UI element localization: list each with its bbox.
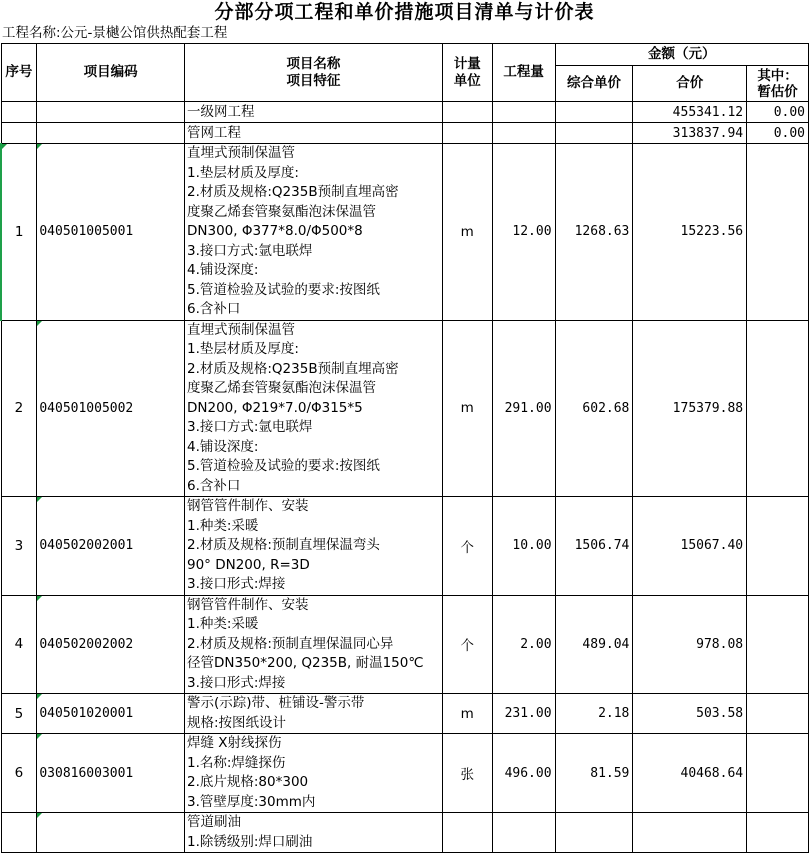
quantity-cell <box>492 813 555 853</box>
description-line: 2.材质及规格:预制直埋保温同心异 <box>187 635 394 652</box>
unit-price-cell <box>555 102 633 123</box>
seq-cell: 4 <box>1 595 37 694</box>
seq-cell: 3 <box>1 497 37 596</box>
table-row <box>1 734 809 813</box>
project-name-line: 工程名称:公元-景樾公馆供热配套工程 <box>2 25 228 41</box>
description-line: 3.接口方式:氩电联焊 <box>187 242 313 259</box>
table-row <box>1 144 809 321</box>
description-line: 规格:按图纸设计 <box>187 714 287 731</box>
provisional-cell <box>747 497 809 596</box>
provisional-cell: 0.00 <box>747 123 809 144</box>
code-cell: 040501005002 <box>37 320 185 497</box>
description-cell <box>185 813 443 853</box>
description-line: 1.名称:焊缝探伤 <box>187 754 286 771</box>
summary-row <box>1 123 809 144</box>
bill-of-quantities-table <box>0 43 809 853</box>
description-line: 5.管道检验及试验的要求:按图纸 <box>187 281 380 298</box>
unit-price-cell: 489.04 <box>555 595 633 694</box>
description-line: 3.接口方式:氩电联焊 <box>187 419 313 435</box>
description-cell <box>185 320 443 497</box>
header-name: 项目名称 项目特征 <box>185 44 443 102</box>
header-unit: 计量 单位 <box>442 44 492 102</box>
total-cell: 503.58 <box>633 694 747 734</box>
unit-price-cell <box>555 123 633 144</box>
code-cell: 040501005001 <box>37 144 185 321</box>
description-line: 警示(示踪)带、桩铺设-警示带 <box>187 695 365 711</box>
description-line: 1.种类:采暖 <box>187 616 259 632</box>
total-cell: 40468.64 <box>633 734 747 813</box>
description-line: 5.管道检验及试验的要求:按图纸 <box>187 458 380 474</box>
seq-cell: 5 <box>1 694 37 734</box>
unit-cell: 个 <box>442 595 492 694</box>
provisional-cell <box>747 813 809 853</box>
provisional-cell: 0.00 <box>747 102 809 123</box>
table-row <box>1 497 809 596</box>
description-line: DN300, Φ377*8.0/Φ500*8 <box>187 223 363 239</box>
unit-price-cell: 2.18 <box>555 694 633 734</box>
description-line: 4.铺设深度: <box>187 262 259 278</box>
table-row <box>1 595 809 694</box>
unit-cell: m <box>442 144 492 321</box>
unit-cell: m <box>442 694 492 734</box>
description-line: 直埋式预制保温管 <box>187 321 295 338</box>
description-line: 3.接口形式:焊接 <box>187 674 286 691</box>
unit-cell <box>442 813 492 853</box>
description-line: 6.含补口 <box>187 477 241 494</box>
description-line: DN200, Φ219*7.0/Φ315*5 <box>187 399 363 416</box>
total-cell <box>633 813 747 853</box>
description-cell <box>185 595 443 694</box>
description-line: 4.铺设深度: <box>187 438 259 455</box>
summary-name: 管网工程 <box>185 123 443 144</box>
total-cell: 15067.40 <box>633 497 747 596</box>
description-line: 3.接口形式:焊接 <box>187 576 286 592</box>
quantity-cell: 231.00 <box>492 694 555 734</box>
unit-price-cell: 602.68 <box>555 320 633 497</box>
unit-price-cell: 81.59 <box>555 734 633 813</box>
quantity-cell <box>492 102 555 123</box>
description-line: 2.底片规格:80*300 <box>187 774 309 790</box>
description-line: 90° DN200, R=3D <box>187 556 310 573</box>
unit-cell: m <box>442 320 492 497</box>
seq-cell: 6 <box>1 734 37 813</box>
quantity-cell <box>492 123 555 144</box>
header-provisional: 其中： 暂估价 <box>747 66 809 102</box>
unit-cell <box>442 123 492 144</box>
description-line: 1.垫层材质及厚度: <box>187 164 299 181</box>
quantity-cell: 2.00 <box>492 595 555 694</box>
quantity-cell: 10.00 <box>492 497 555 596</box>
header-code: 项目编码 <box>37 44 185 102</box>
unit-price-cell <box>555 813 633 853</box>
code-cell: 030816003001 <box>37 734 185 813</box>
header-amount: 金额（元） <box>555 44 808 66</box>
total-cell: 313837.94 <box>633 123 747 144</box>
header-unit-price: 综合单价 <box>555 66 633 102</box>
quantity-cell: 12.00 <box>492 144 555 321</box>
description-line: 钢管管件制作、安装 <box>187 596 309 613</box>
seq-cell: 2 <box>1 320 37 497</box>
description-cell <box>185 144 443 321</box>
total-cell: 15223.56 <box>633 144 747 321</box>
description-line: 钢管管件制作、安装 <box>187 498 309 514</box>
description-line: 径管DN350*200, Q235B, 耐温150℃ <box>187 655 424 671</box>
description-line: 1.垫层材质及厚度: <box>187 341 299 357</box>
table-row <box>1 320 809 497</box>
description-line: 2.材质及规格:预制直埋保温弯头 <box>187 537 380 553</box>
description-line: 度聚乙烯套管聚氨酯泡沫保温管 <box>187 203 376 220</box>
code-cell <box>37 102 185 123</box>
description-line: 管道刷油 <box>187 814 241 830</box>
header-row-1 <box>1 44 809 66</box>
code-cell <box>37 813 185 853</box>
page-title: 分部分项工程和单价措施项目清单与计价表 <box>214 1 595 23</box>
provisional-cell <box>747 595 809 694</box>
provisional-cell <box>747 694 809 734</box>
quantity-cell: 496.00 <box>492 734 555 813</box>
provisional-cell <box>747 734 809 813</box>
code-cell: 040501020001 <box>37 694 185 734</box>
description-line: 1.种类:采暖 <box>187 517 259 534</box>
table-row <box>1 694 809 734</box>
summary-row <box>1 102 809 123</box>
header-quantity: 工程量 <box>492 44 555 102</box>
unit-cell <box>442 102 492 123</box>
description-line: 3.管壁厚度:30mm内 <box>187 793 316 810</box>
description-line: 1.除锈级别:焊口刷油 <box>187 833 313 850</box>
code-cell: 040502002001 <box>37 497 185 596</box>
table-body <box>1 102 809 853</box>
description-cell <box>185 694 443 734</box>
unit-price-cell: 1268.63 <box>555 144 633 321</box>
total-cell: 455341.12 <box>633 102 747 123</box>
unit-price-cell: 1506.74 <box>555 497 633 596</box>
description-line: 焊缝 X射线探伤 <box>187 735 282 751</box>
seq-cell <box>1 102 37 123</box>
description-line: 直埋式预制保温管 <box>187 145 295 161</box>
header-seq: 序号 <box>1 44 37 102</box>
seq-cell: 1 <box>1 144 37 321</box>
code-cell: 040502002002 <box>37 595 185 694</box>
description-line: 6.含补口 <box>187 301 241 317</box>
total-cell: 978.08 <box>633 595 747 694</box>
description-line: 度聚乙烯套管聚氨酯泡沫保温管 <box>187 380 376 396</box>
seq-cell <box>1 813 37 853</box>
description-cell <box>185 497 443 596</box>
seq-cell <box>1 123 37 144</box>
description-line: 2.材质及规格:Q235B预制直埋高密 <box>187 360 399 377</box>
unit-cell: 张 <box>442 734 492 813</box>
header-total: 合价 <box>633 66 747 102</box>
table-row <box>1 813 809 853</box>
unit-cell: 个 <box>442 497 492 596</box>
summary-name: 一级网工程 <box>185 102 443 123</box>
total-cell: 175379.88 <box>633 320 747 497</box>
quantity-cell: 291.00 <box>492 320 555 497</box>
provisional-cell <box>747 320 809 497</box>
description-cell <box>185 734 443 813</box>
code-cell <box>37 123 185 144</box>
provisional-cell <box>747 144 809 321</box>
description-line: 2.材质及规格:Q235B预制直埋高密 <box>187 184 399 200</box>
